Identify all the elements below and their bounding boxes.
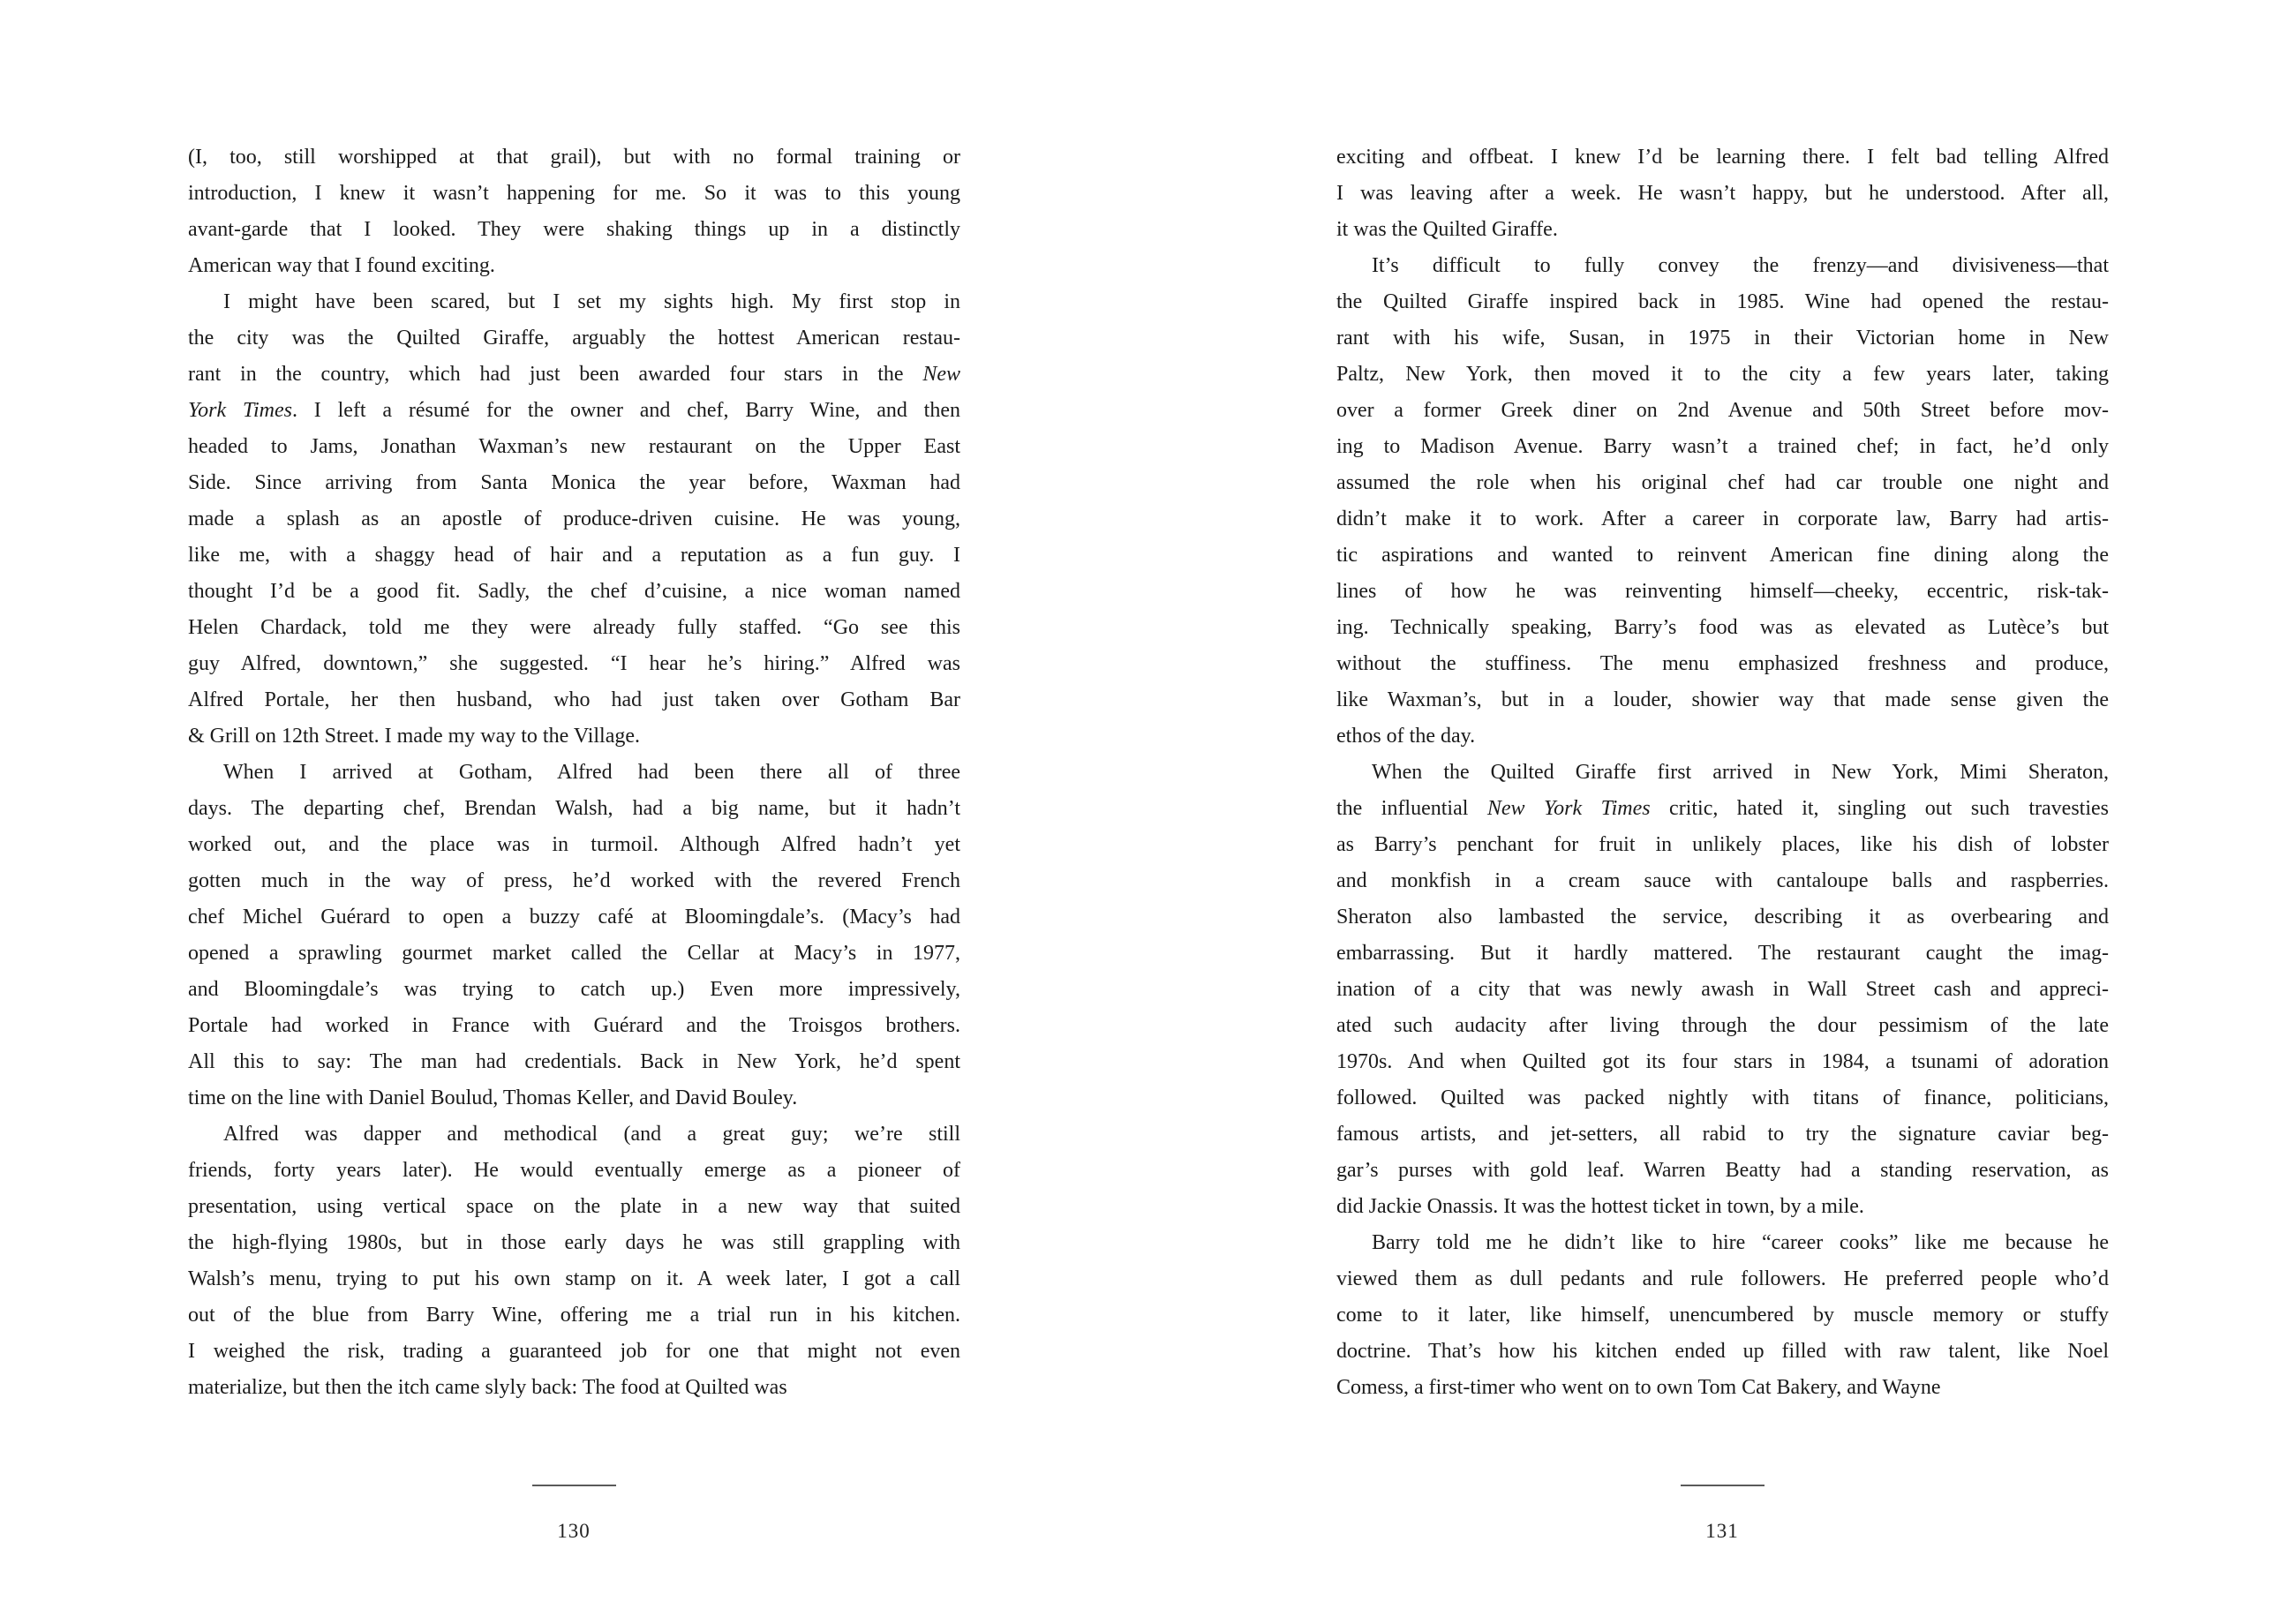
paragraph <box>1336 139 2109 248</box>
footer-rule <box>532 1485 616 1486</box>
text-line: worked out, and the place was in turmoil. Although Alfred hadn’t yet <box>188 833 960 856</box>
text-line: did Jackie Onassis. It was the hottest ticket in town, by a mile. <box>1336 1195 1864 1218</box>
text-line: Alfred Portale, her then husband, who had just taken over Gotham Bar <box>188 688 960 711</box>
paragraph <box>1336 1225 2109 1406</box>
page-number: 130 <box>557 1520 591 1542</box>
text-line: Comess, a first-timer who went on to own Tom Cat Bakery, and Wayne <box>1336 1376 1941 1399</box>
page-number: 131 <box>1705 1520 1739 1542</box>
text-line: I was leaving after a week. He wasn’t happy, but he understood. After all, <box>1336 182 2109 205</box>
text-line: gar’s purses with gold leaf. Warren Beatty had a standing reservation, as <box>1336 1159 2109 1182</box>
text-line: it was the Quilted Giraffe. <box>1336 218 1558 241</box>
text-line: days. The departing chef, Brendan Walsh, had a big name, but it hadn’t <box>188 797 960 820</box>
text-line: Barry told me he didn’t like to hire “career cooks” like me because he <box>1372 1231 2109 1254</box>
paragraph <box>1336 755 2109 1225</box>
text-line: Sheraton also lambasted the service, describing it as overbearing and <box>1336 906 2109 929</box>
text-line: friends, forty years later). He would eventually emerge as a pioneer of <box>188 1159 960 1182</box>
text-line: doctrine. That’s how his kitchen ended up filled with raw talent, like Noel <box>1336 1340 2109 1363</box>
text-line: gotten much in the way of press, he’d worked with the revered French <box>188 869 960 892</box>
text-line: introduction, I knew it wasn’t happening for me. So it was to this young <box>188 182 960 205</box>
text-line: It’s difficult to fully convey the frenzy—and divisiveness—that <box>1372 254 2109 277</box>
text-line: the high-flying 1980s, but in those early days he was still grappling with <box>188 1231 960 1254</box>
text-line: opened a sprawling gourmet market called the Cellar at Macy’s in 1977, <box>188 942 960 965</box>
text-line: lines of how he was reinventing himself—cheeky, eccentric, risk-tak- <box>1336 580 2109 603</box>
text-line: and monkfish in a cream sauce with cantaloupe balls and raspberries. <box>1336 869 2109 892</box>
text-line: All this to say: The man had credentials. Back in New York, he’d spent <box>188 1050 960 1073</box>
text-line: Alfred was dapper and methodical (and a great guy; we’re still <box>223 1123 960 1146</box>
text-line: I might have been scared, but I set my sights high. My first stop in <box>223 290 960 313</box>
text-line: & Grill on 12th Street. I made my way to the Village. <box>188 725 641 748</box>
text-line: viewed them as dull pedants and rule followers. He preferred people who’d <box>1336 1267 2109 1290</box>
text-line: over a former Greek diner on 2nd Avenue and 50th Street before mov- <box>1336 399 2109 422</box>
page-right-footer <box>1546 1485 1899 1543</box>
text-line: didn’t make it to work. After a career in corporate law, Barry had artis- <box>1336 508 2109 530</box>
text-line: Walsh’s menu, trying to put his own stamp on it. A week later, I got a call <box>188 1267 960 1290</box>
text-line: ination of a city that was newly awash in Wall Street cash and appreci- <box>1336 978 2109 1001</box>
text-line: embarrassing. But it hardly mattered. The restaurant caught the imag- <box>1336 942 2109 965</box>
text-line: as Barry’s penchant for fruit in unlikely places, like his dish of lobster <box>1336 833 2109 856</box>
text-line: like me, with a shaggy head of hair and a reputation as a fun guy. I <box>188 544 960 567</box>
text-line: Portale had worked in France with Guérard and the Troisgos brothers. <box>188 1014 960 1037</box>
paragraph <box>188 1116 960 1406</box>
text-line: rant with his wife, Susan, in 1975 in their Victorian home in New <box>1336 327 2109 350</box>
text-line: When the Quilted Giraffe first arrived in New York, Mimi Sheraton, <box>1372 761 2109 784</box>
text-line: ing to Madison Avenue. Barry wasn’t a trained chef; in fact, he’d only <box>1336 435 2109 458</box>
text-line: headed to Jams, Jonathan Waxman’s new restaurant on the Upper East <box>188 435 960 458</box>
text-line: materialize, but then the itch came slyly back: The food at Quilted was <box>188 1376 787 1399</box>
text-line: American way that I found exciting. <box>188 254 495 277</box>
text-line: York Times. I left a résumé for the owner and chef, Barry Wine, and then <box>188 399 960 422</box>
text-line: guy Alfred, downtown,” she suggested. “I hear he’s hiring.” Alfred was <box>188 652 960 675</box>
paragraph <box>1336 248 2109 755</box>
paragraph <box>188 284 960 755</box>
text-line: assumed the role when his original chef had car trouble one night and <box>1336 471 2109 494</box>
text-line: without the stuffiness. The menu emphasized freshness and produce, <box>1336 652 2109 675</box>
text-line: exciting and offbeat. I knew I’d be learning there. I felt bad telling Alfred <box>1336 146 2109 169</box>
page-left-text-block <box>188 139 960 1406</box>
text-line: Paltz, New York, then moved it to the city a few years later, taking <box>1336 363 2109 386</box>
text-line: ethos of the day. <box>1336 725 1476 748</box>
text-line: (I, too, still worshipped at that grail), but with no formal training or <box>188 146 960 169</box>
text-line: Helen Chardack, told me they were already fully staffed. “Go see this <box>188 616 960 639</box>
text-line: Side. Since arriving from Santa Monica the year before, Waxman had <box>188 471 960 494</box>
page-right-text-block <box>1336 139 2109 1406</box>
italic-text: York Times <box>188 399 292 422</box>
text-line: When I arrived at Gotham, Alfred had been there all of three <box>223 761 960 784</box>
text-line: the Quilted Giraffe inspired back in 1985. Wine had opened the restau- <box>1336 290 2109 313</box>
text-line: out of the blue from Barry Wine, offering me a trial run in his kitchen. <box>188 1304 960 1327</box>
text-line: 1970s. And when Quilted got its four stars in 1984, a tsunami of adoration <box>1336 1050 2109 1073</box>
text-line: presentation, using vertical space on the plate in a new way that suited <box>188 1195 960 1218</box>
paragraph <box>188 755 960 1116</box>
text-line: and Bloomingdale’s was trying to catch up.) Even more impressively, <box>188 978 960 1001</box>
text-line: ated such audacity after living through the dour pessimism of the late <box>1336 1014 2109 1037</box>
text-line: ing. Technically speaking, Barry’s food was as elevated as Lutèce’s but <box>1336 616 2109 639</box>
text-line: thought I’d be a good fit. Sadly, the chef d’cuisine, a nice woman named <box>188 580 960 603</box>
text-line: chef Michel Guérard to open a buzzy café at Bloomingdale’s. (Macy’s had <box>188 906 960 929</box>
text-line: come to it later, like himself, unencumbered by muscle memory or stuffy <box>1336 1304 2109 1327</box>
paragraph <box>188 139 960 284</box>
page-left-footer <box>397 1485 750 1543</box>
text-line: time on the line with Daniel Boulud, Thomas Keller, and David Bouley. <box>188 1086 798 1109</box>
text-line: made a splash as an apostle of produce-driven cuisine. He was young, <box>188 508 960 530</box>
text-line: rant in the country, which had just been awarded four stars in the New <box>188 363 960 386</box>
italic-text: New <box>922 363 960 386</box>
text-line: like Waxman’s, but in a louder, showier way that made sense given the <box>1336 688 2109 711</box>
text-line: tic aspirations and wanted to reinvent American fine dining along the <box>1336 544 2109 567</box>
text-line: famous artists, and jet-setters, all rabid to try the signature caviar beg- <box>1336 1123 2109 1146</box>
text-line: followed. Quilted was packed nightly with titans of finance, politicians, <box>1336 1086 2109 1109</box>
text-line: avant-garde that I looked. They were shaking things up in a distinctly <box>188 218 960 241</box>
text-line: the influential New York Times critic, hated it, singling out such travesties <box>1336 797 2109 820</box>
italic-text: New York Times <box>1486 797 1651 820</box>
footer-rule <box>1681 1485 1765 1486</box>
text-line: the city was the Quilted Giraffe, arguably the hottest American restau- <box>188 327 960 350</box>
text-line: I weighed the risk, trading a guaranteed job for one that might not even <box>188 1340 960 1363</box>
